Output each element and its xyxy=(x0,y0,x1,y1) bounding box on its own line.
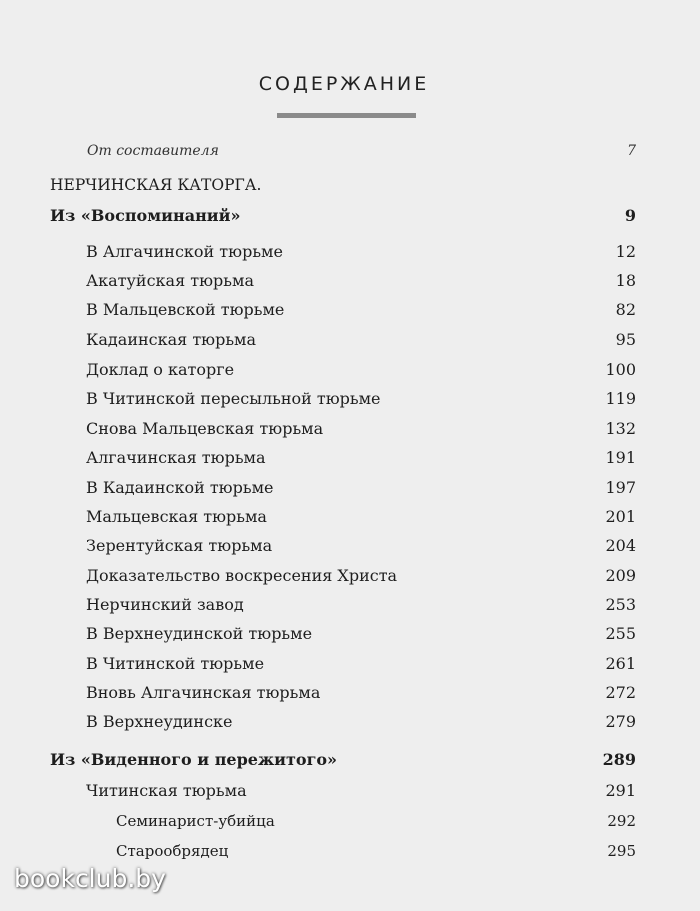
entry-title: Акатуйская тюрьма xyxy=(86,271,254,290)
entry-title: В Верхнеудинске xyxy=(86,712,233,731)
entry-title: В Читинской тюрьме xyxy=(86,654,265,673)
entry-title: Снова Мальцевская тюрьма xyxy=(86,419,324,438)
entry-title: В Алгачинской тюрьме xyxy=(86,242,283,261)
entry-page: 12 xyxy=(615,242,636,261)
entry-page: 132 xyxy=(605,419,636,438)
entry-page: 18 xyxy=(615,271,636,290)
toc-entry xyxy=(86,564,636,588)
toc-entry xyxy=(86,681,636,705)
entry-page: 119 xyxy=(605,389,636,408)
entry-page: 261 xyxy=(605,654,636,673)
entry-page: 201 xyxy=(605,507,636,526)
entry-page: 204 xyxy=(605,536,636,555)
part-title: Из «Виденного и пережитого» xyxy=(50,750,338,769)
entry-title: Семинарист-убийца xyxy=(116,812,275,830)
toc-part-2 xyxy=(50,748,636,772)
toc-entry xyxy=(86,298,636,322)
toc-entry xyxy=(86,417,636,441)
entry-title: Нерчинский завод xyxy=(86,595,244,614)
watermark-logo: bookclub.by xyxy=(14,864,166,893)
entry-page: 253 xyxy=(605,595,636,614)
toc-entry xyxy=(86,779,636,803)
entry-page: 292 xyxy=(607,812,636,830)
entry-page: 291 xyxy=(605,781,636,800)
toc-entry xyxy=(86,446,636,470)
toc-entry-preface xyxy=(87,139,636,163)
toc-entry xyxy=(86,622,636,646)
entry-title: Зерентуйская тюрьма xyxy=(86,536,273,555)
entry-title: Мальцевская тюрьма xyxy=(86,507,267,526)
toc-entry xyxy=(86,652,636,676)
entry-page: 209 xyxy=(605,566,636,585)
entry-page: 95 xyxy=(615,330,636,349)
entry-title: Кадаинская тюрьма xyxy=(86,330,257,349)
toc-heading: СОДЕРЖАНИЕ xyxy=(258,73,430,95)
toc-subentry xyxy=(116,809,636,833)
entry-page: 197 xyxy=(605,478,636,497)
toc-entry xyxy=(86,534,636,558)
toc-entry xyxy=(86,593,636,617)
entry-title: Доклад о каторге xyxy=(86,360,235,379)
toc-entry xyxy=(86,240,636,264)
toc-entry xyxy=(86,505,636,529)
entry-title: От составителя xyxy=(87,143,219,159)
toc-entry xyxy=(86,476,636,500)
entry-page: 100 xyxy=(605,360,636,379)
entry-title: Старообрядец xyxy=(116,842,229,860)
toc-entry xyxy=(86,328,636,352)
part-page: 289 xyxy=(602,750,636,769)
entry-title: В Мальцевской тюрьме xyxy=(86,300,285,319)
toc-entry xyxy=(86,358,636,382)
entry-page: 7 xyxy=(627,143,636,159)
entry-title: В Читинской пересыльной тюрьме xyxy=(86,389,381,408)
entry-page: 295 xyxy=(607,842,636,860)
section-title: НЕРЧИНСКАЯ КАТОРГА. xyxy=(50,176,262,194)
toc-entry xyxy=(86,387,636,411)
toc-part-1 xyxy=(50,204,636,228)
entry-page: 191 xyxy=(605,448,636,467)
entry-title: Доказательство воскресения Христа xyxy=(86,566,398,585)
toc-entry xyxy=(86,710,636,734)
entry-title: В Верхнеудинской тюрьме xyxy=(86,624,313,643)
entry-title: Алгачинская тюрьма xyxy=(86,448,266,467)
entry-title: В Кадаинской тюрьме xyxy=(86,478,274,497)
entry-page: 279 xyxy=(605,712,636,731)
toc-entry xyxy=(86,269,636,293)
part-title: Из «Воспоминаний» xyxy=(50,206,241,225)
entry-page: 272 xyxy=(605,683,636,702)
toc-subentry xyxy=(116,839,636,863)
part-page: 9 xyxy=(624,206,636,225)
entry-page: 82 xyxy=(615,300,636,319)
entry-title: Вновь Алгачинская тюрьма xyxy=(86,683,321,702)
entry-page: 255 xyxy=(605,624,636,643)
entry-title: Читинская тюрьма xyxy=(86,781,247,800)
toc-section-heading xyxy=(50,173,636,197)
